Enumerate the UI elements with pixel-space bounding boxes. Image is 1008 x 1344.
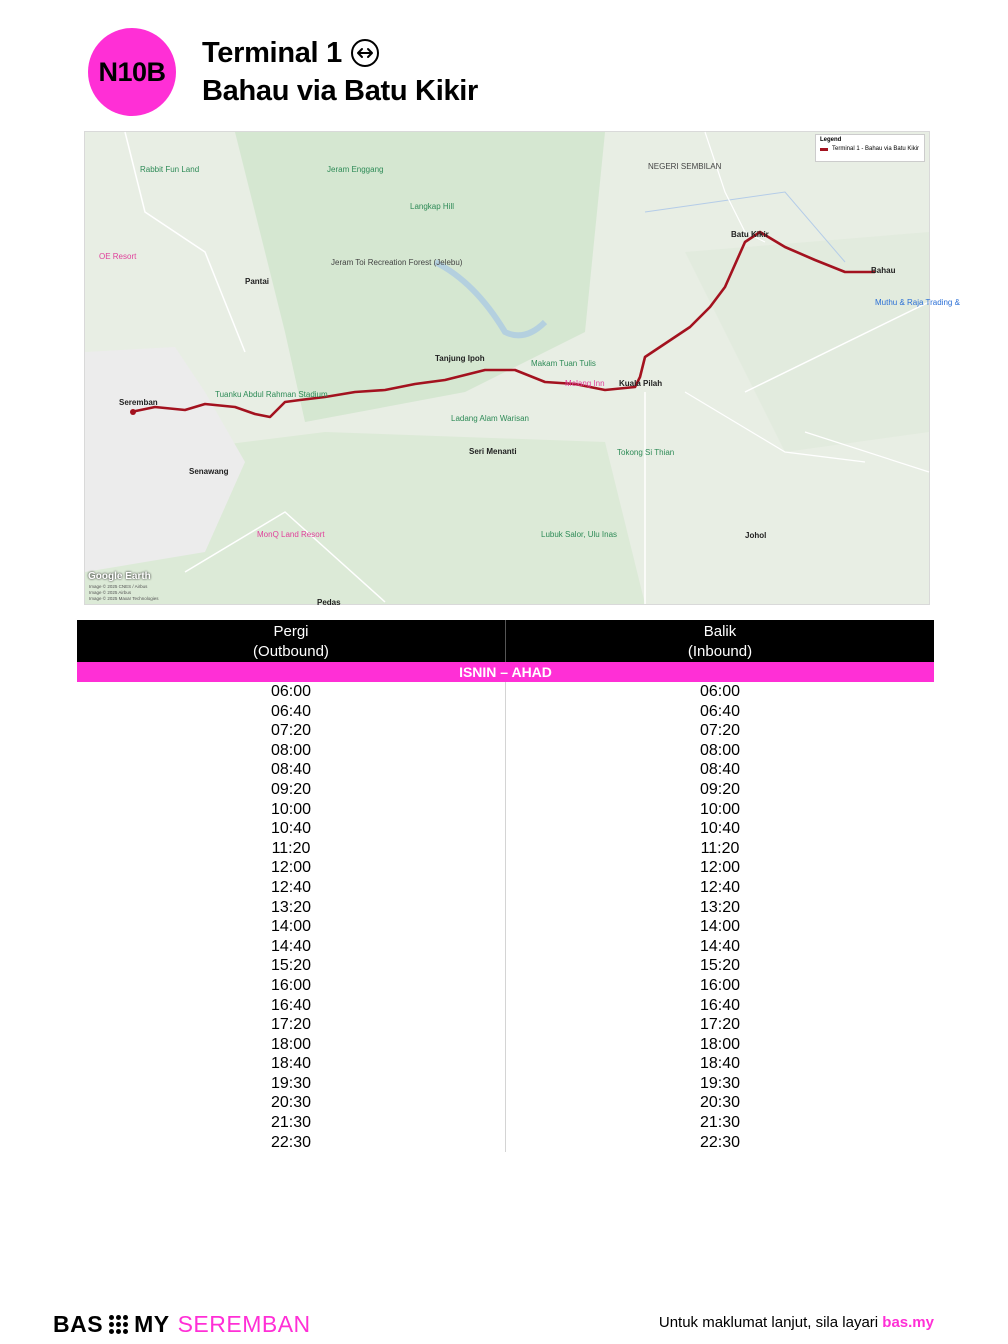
route-badge [88, 28, 176, 116]
inbound-label: Balik [703, 623, 737, 640]
inbound-times [505, 682, 934, 1152]
map-label-jeram-enggang: Jeram Enggang [327, 165, 384, 174]
legend-route-swatch [820, 148, 828, 151]
outbound-label: Pergi [273, 623, 309, 640]
inbound-time: 06:00 [699, 683, 741, 700]
outbound-time: 12:40 [270, 878, 312, 896]
map-label-tanjung-ipoh: Tanjung Ipoh [435, 354, 485, 363]
inbound-time: 22:30 [699, 1133, 741, 1151]
inbound-time: 09:20 [699, 780, 741, 798]
outbound-time: 18:00 [270, 1035, 312, 1053]
brand-dots-icon [109, 1315, 128, 1334]
map-label-stadium: Tuanku Abdul Rahman Stadium [215, 390, 328, 399]
map-label-pantai: Pantai [245, 277, 270, 286]
inbound-time: 10:00 [699, 800, 741, 818]
outbound-time: 16:00 [270, 976, 312, 994]
inbound-time: 12:00 [699, 859, 741, 877]
footer-info-text: Untuk maklumat lanjut, sila layari [658, 1314, 879, 1331]
route-map[interactable] [84, 131, 960, 607]
brand-bas: BAS [53, 1311, 104, 1337]
inbound-sublabel: (Inbound) [687, 643, 753, 660]
outbound-time: 08:00 [270, 741, 312, 759]
outbound-time: 06:40 [270, 702, 312, 720]
map-label-oe-resort: OE Resort [99, 252, 137, 261]
google-earth-logo: Google Earth [88, 571, 151, 582]
map-label-ladang-alam-warisan: Ladang Alam Warisan [451, 414, 529, 423]
map-label-monq-land-resort: MonQ Land Resort [257, 530, 325, 539]
outbound-time: 15:20 [270, 957, 312, 975]
outbound-time: 06:00 [270, 683, 312, 700]
outbound-time: 19:30 [270, 1074, 312, 1092]
legend-title: Legend [820, 137, 842, 143]
legend-route-label: Terminal 1 - Bahau via Batu Kikir [832, 146, 920, 152]
brand-my: MY [134, 1311, 170, 1337]
outbound-time: 10:00 [270, 800, 312, 818]
outbound-time: 14:40 [270, 937, 312, 955]
outbound-time: 07:20 [270, 722, 312, 740]
map-graphic [85, 132, 929, 604]
map-label-seri-menanti: Seri Menanti [469, 447, 517, 456]
inbound-time: 21:30 [699, 1114, 741, 1132]
map-label-melang-inn: Melang Inn [565, 379, 605, 388]
inbound-time: 14:00 [699, 918, 741, 936]
map-label-pedas: Pedas [317, 598, 341, 607]
timetable-header [77, 620, 934, 662]
map-label-tokong-si-thian: Tokong Si Thian [617, 448, 675, 457]
attribution-line: Image © 2025 Maxar Technologies [89, 596, 159, 601]
inbound-time: 07:20 [699, 722, 741, 740]
map-label-seremban: Seremban [119, 398, 158, 407]
outbound-time: 18:40 [270, 1055, 312, 1073]
inbound-time: 08:40 [699, 761, 741, 779]
origin-label: Terminal 1 [202, 37, 342, 69]
inbound-time: 17:20 [699, 1016, 741, 1034]
map-attribution [89, 584, 159, 602]
bas-my-logo [53, 1311, 311, 1338]
timetable [77, 620, 934, 1152]
map-legend [815, 134, 925, 162]
map-label-jeram-toi: Jeram Toi Recreation Forest (Jelebu) [331, 258, 463, 267]
footer-info [659, 1314, 934, 1331]
inbound-time: 16:40 [699, 996, 741, 1014]
attribution-line: Image © 2025 Airbus [89, 590, 132, 595]
inbound-time: 14:40 [699, 937, 741, 955]
inbound-time: 20:30 [699, 1094, 741, 1112]
inbound-time: 13:20 [699, 898, 741, 916]
outbound-time: 20:30 [270, 1094, 312, 1112]
map-label-negeri-sembilan: NEGERI SEMBILAN [648, 162, 722, 171]
map-label-batu-kikir: Batu Kikir [731, 230, 769, 239]
map-label-johol: Johol [745, 531, 767, 540]
inbound-time: 08:00 [699, 741, 741, 759]
map-label-bahau: Bahau [871, 266, 896, 275]
timetable-body [77, 682, 934, 1152]
outbound-time: 09:20 [270, 780, 312, 798]
map-label-makam-tuan-tulis: Makam Tuan Tulis [531, 359, 596, 368]
day-band: ISNIN – AHAD [77, 662, 934, 682]
bidirectional-arrow-icon [350, 38, 380, 68]
map-label-kuala-pilah: Kuala Pilah [619, 379, 663, 388]
outbound-time: 17:20 [270, 1016, 312, 1034]
map-label-langkap-hill: Langkap Hill [410, 202, 455, 211]
outbound-header [77, 620, 505, 662]
inbound-time: 18:40 [699, 1055, 741, 1073]
outbound-time: 08:40 [270, 761, 312, 779]
attribution-line: Image © 2025 CNES / Airbus [89, 584, 148, 589]
destination-label: Bahau via Batu Kikir [202, 75, 479, 107]
map-label-senawang: Senawang [189, 467, 229, 476]
inbound-time: 15:20 [699, 957, 741, 975]
brand-city: SEREMBAN [177, 1311, 311, 1337]
outbound-times [77, 682, 505, 1152]
outbound-time: 14:00 [270, 918, 312, 936]
inbound-time: 10:40 [699, 820, 741, 838]
outbound-time: 11:20 [271, 839, 311, 857]
outbound-time: 16:40 [270, 996, 312, 1014]
map-label-rabbit-fun-land: Rabbit Fun Land [140, 165, 200, 174]
route-code: N10B [98, 56, 166, 87]
outbound-time: 10:40 [270, 820, 312, 838]
outbound-time: 13:20 [270, 898, 312, 916]
inbound-time: 16:00 [699, 976, 741, 994]
inbound-time: 19:30 [699, 1074, 741, 1092]
map-label-lubuk-salor: Lubuk Salor, Ulu Inas [541, 530, 618, 539]
inbound-time: 12:40 [699, 878, 741, 896]
inbound-header [505, 620, 934, 662]
inbound-time: 06:40 [699, 702, 741, 720]
map-label-muthu-raja: Muthu & Raja Trading & [875, 298, 960, 307]
footer-link[interactable]: bas.my [882, 1314, 934, 1331]
inbound-time: 18:00 [699, 1035, 741, 1053]
outbound-sublabel: (Outbound) [253, 643, 329, 660]
outbound-time: 21:30 [270, 1114, 312, 1132]
outbound-time: 22:30 [270, 1133, 312, 1151]
route-title [202, 34, 478, 110]
inbound-time: 11:20 [700, 839, 740, 857]
outbound-time: 12:00 [270, 859, 312, 877]
